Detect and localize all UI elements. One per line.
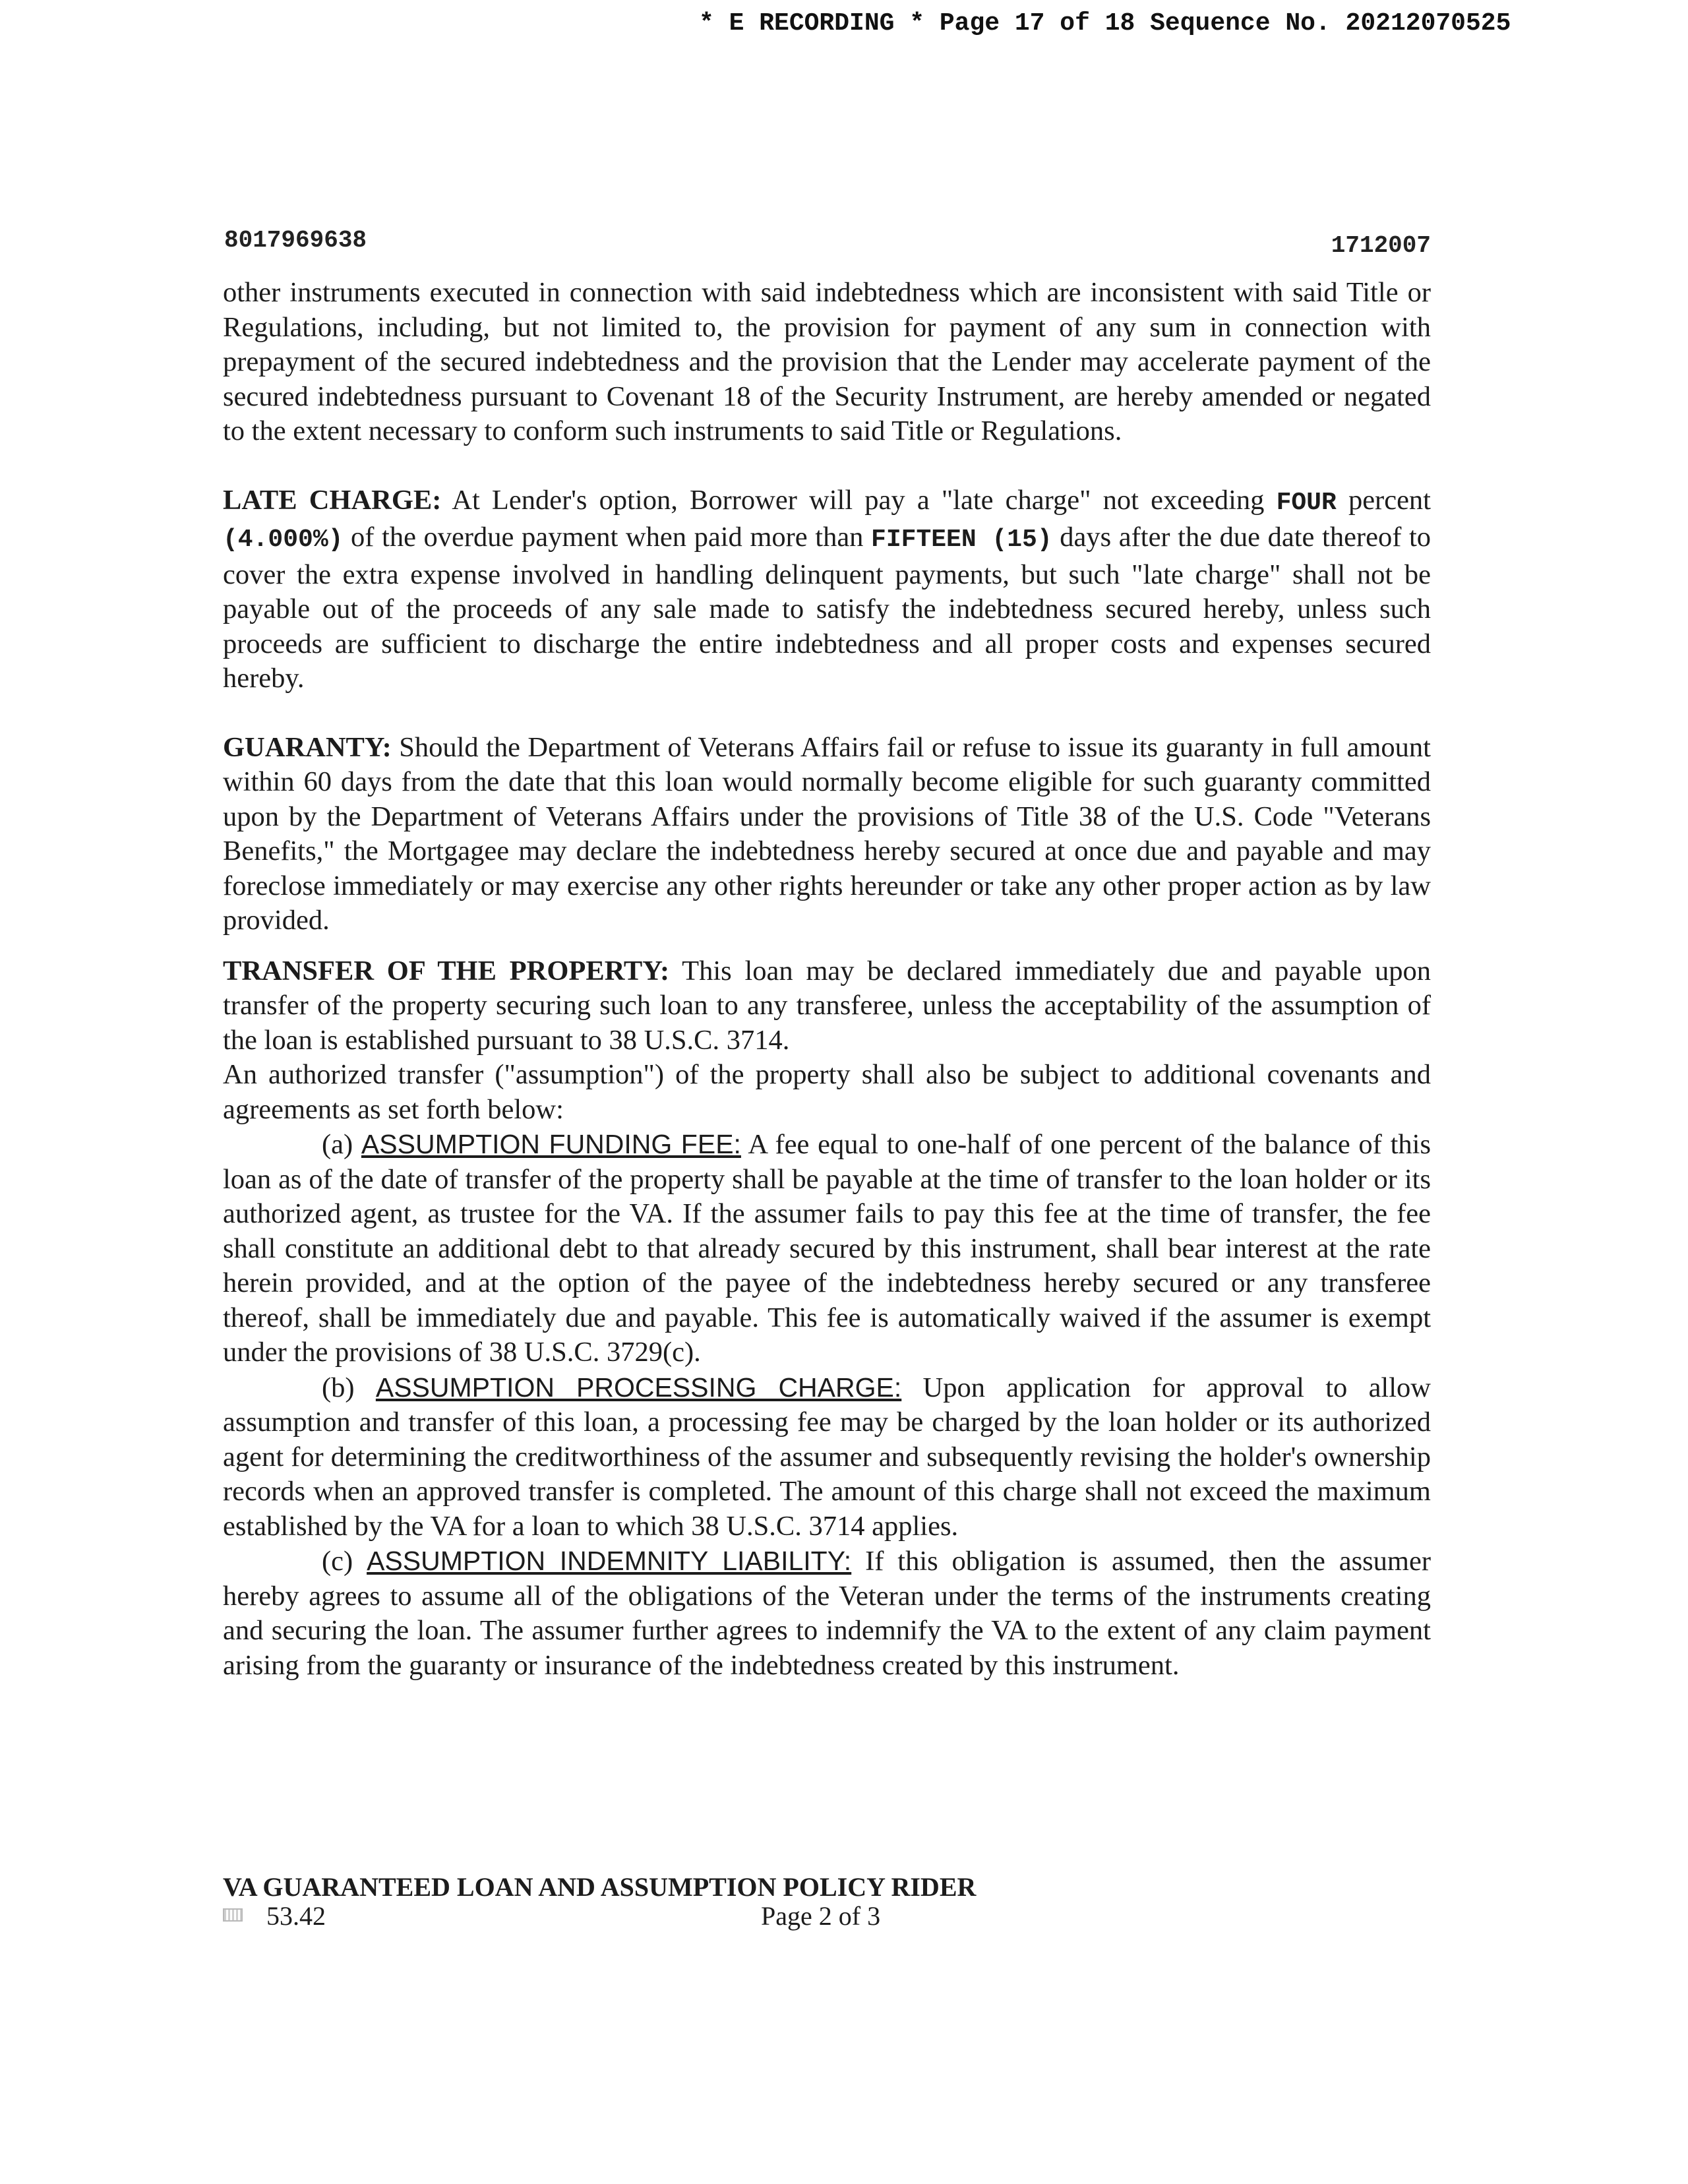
guaranty-text: Should the Department of Veterans Affairs fail or refuse to issue its guaranty in full amount within 60 days from the date that this loan would normally become eligible for such guaranty committed upon by the Department of Veterans Affairs under the provisions of Title 38 of the U.S. Code "Veterans Benefits," the Mortgagee may declare the indebtedness hereby secured at once due and payable and may foreclose immediately or may exercise any other rights hereunder or take any other proper action as by law provided. <box>223 731 1431 936</box>
late-charge-percent-word: FOUR <box>1276 488 1337 517</box>
guaranty-heading: GUARANTY: <box>223 731 392 763</box>
clause-b-title: ASSUMPTION PROCESSING CHARGE: <box>375 1372 902 1403</box>
footer-row <box>223 1900 1212 1935</box>
document-number: 1712007 <box>1331 232 1431 259</box>
rider-title: VA GUARANTEED LOAN AND ASSUMPTION POLICY RIDER <box>223 1872 977 1902</box>
late-charge-percent-value: (4.000%) <box>223 526 344 554</box>
late-charge-text-4: days after the due date thereof to cover the extra expense involved in handling delinquent payments, but such "late charge" shall not be payable out of the proceeds of any sale made to satisfy the indebtedness secured hereby, unless such proceeds are sufficient to discharge the entire indebtedness and all proper costs and expenses secured hereby. <box>223 522 1431 694</box>
transfer-paragraph <box>223 954 1431 1058</box>
clause-a-text: A fee equal to one-half of one percent of the balance of this loan as of the date of transfer of the property shall be payable at the time of transfer to the loan holder or its authorized agent, as trustee for the VA. If the assumer fails to pay this fee at the time of transfer, the fee shall constitute an additional debt to that already secured by this instrument, shall bear interest at the rate herein provided, and at the option of the payee of the indebtedness hereby secured or any transferee thereof, shall be immediately due and payable. This fee is automatically waived if the assumer is exempt under the provisions of 38 U.S.C. 3729(c). <box>223 1129 1431 1368</box>
form-icon <box>223 1908 243 1922</box>
guaranty-paragraph <box>223 731 1431 938</box>
clause-c-title: ASSUMPTION INDEMNITY LIABILITY: <box>367 1546 852 1576</box>
clause-b-text: Upon application for approval to allow assumption and transfer of this loan, a processing fee may be charged by the loan holder or its authorized agent for determining the creditworthiness of the assumer and subsequently revising the holder's ownership records when an approved transfer is completed. The amount of this charge shall not exceed the maximum established by the VA for a loan to which 38 U.S.C. 3714 applies. <box>223 1372 1431 1542</box>
late-charge-text-1: At Lender's option, Borrower will pay a "late charge" not exceeding <box>441 484 1277 516</box>
clause-c-label: (c) <box>322 1546 367 1577</box>
form-code: 53.42 <box>266 1901 326 1931</box>
transfer-heading: TRANSFER OF THE PROPERTY: <box>223 955 670 986</box>
recording-header: * E RECORDING * Page 17 of 18 Sequence No. 20212070525 <box>699 9 1511 38</box>
authorized-transfer-paragraph: An authorized transfer ("assumption") of the property shall also be subject to additional covenants and agreements as set forth below: <box>223 1059 1431 1125</box>
clause-b <box>223 1370 1431 1544</box>
page-label: Page 2 of 3 <box>761 1901 881 1931</box>
late-charge-text-3: of the overdue payment when paid more than <box>343 522 872 553</box>
loan-number: 8017969638 <box>224 227 367 254</box>
clause-c <box>223 1544 1431 1683</box>
clause-a-title: ASSUMPTION FUNDING FEE: <box>361 1129 741 1159</box>
clause-a <box>223 1127 1431 1370</box>
clause-a-label: (a) <box>322 1129 361 1160</box>
late-charge-heading: LATE CHARGE: <box>223 484 442 516</box>
document-body <box>223 276 1431 1683</box>
late-charge-paragraph <box>223 483 1431 696</box>
late-charge-text-2: percent <box>1336 484 1431 516</box>
clause-b-label: (b) <box>322 1372 376 1403</box>
transfer-text: This loan may be declared immediately due and payable upon transfer of the property securing such loan to any transferee, unless the acceptability of the assumption of the loan is established pursuant to 38 U.S.C. 3714. <box>223 955 1431 1056</box>
late-charge-days: FIFTEEN (15) <box>871 526 1052 554</box>
intro-paragraph: other instruments executed in connection with said indebtedness which are inconsistent with said Title or Regulations, including, but not limited to, the provision for payment of any sum in connection with prepayment of the secured indebtedness and the provision that the Lender may accelerate payment of the secured indebtedness pursuant to Covenant 18 of the Security Instrument, are hereby amended or negated to the extent necessary to conform such instruments to said Title or Regulations. <box>223 277 1431 446</box>
clause-c-text: If this obligation is assumed, then the assumer hereby agrees to assume all of the obligations of the Veteran under the terms of the instruments creating and securing the loan. The assumer further agrees to indemnify the VA to the extent of any claim payment arising from the guaranty or insurance of the indebtedness created by this instrument. <box>223 1546 1431 1681</box>
